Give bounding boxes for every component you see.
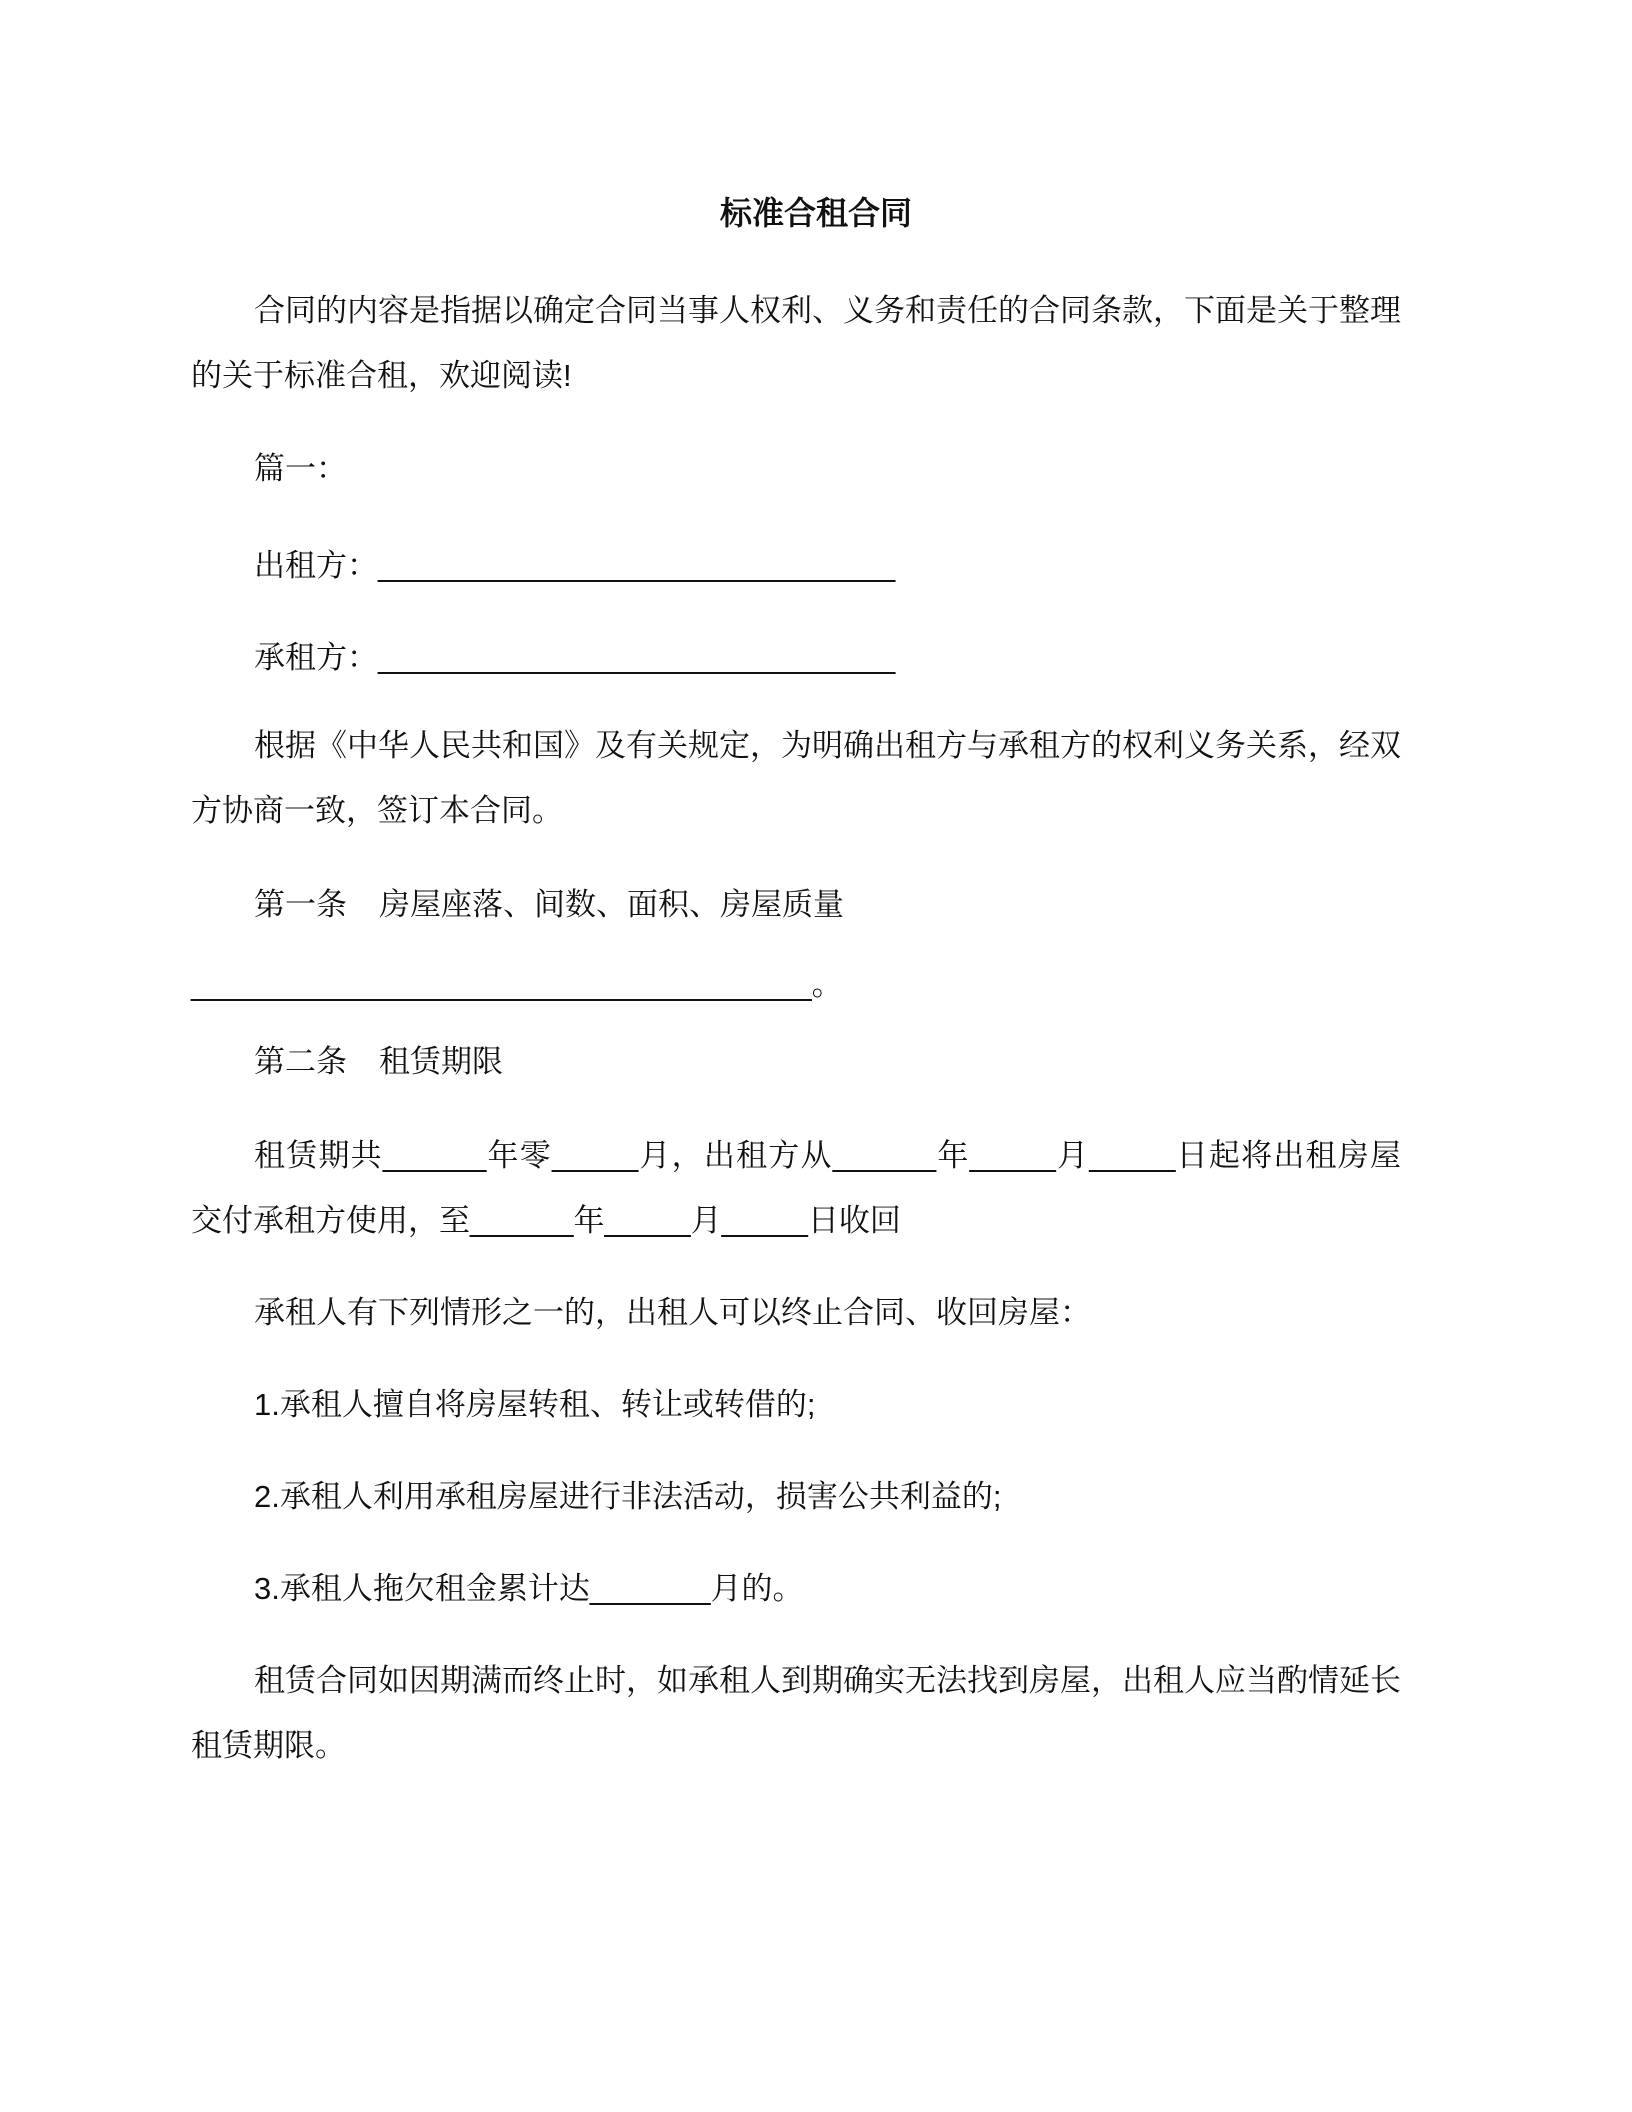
article-2-number: 第二条 xyxy=(254,1044,347,1079)
termination-item: 2.承租人利用承租房屋进行非法活动，损害公共利益的; xyxy=(254,1479,1002,1514)
article-1-heading xyxy=(191,872,1401,937)
part-heading: 篇一： xyxy=(254,451,347,486)
extension-paragraph: 租赁合同如因期满而终止时，如承租人到期确实无法找到房屋，出租人应当酌情延长租赁期限。 xyxy=(191,1663,1401,1763)
article-1-number: 第一条 xyxy=(254,887,347,922)
document-title: 标准合租合同 xyxy=(719,195,912,231)
termination-item: 3.承租人拖欠租金累计达_______月的。 xyxy=(254,1571,804,1606)
lessor-line: 出租方：______________________________ xyxy=(254,548,896,583)
lessee-line: 承租方：______________________________ xyxy=(254,640,896,675)
intro-paragraph: 合同的内容是指据以确定合同当事人权利、义务和责任的合同条款，下面是关于整理的关于标准合租，欢迎阅读! xyxy=(191,293,1401,393)
termination-intro: 承租人有下列情形之一的，出租人可以终止合同、收回房屋： xyxy=(254,1295,1091,1330)
article-2-heading xyxy=(191,1029,1401,1094)
article-1-blank: ____________________________________。 xyxy=(191,967,843,1002)
preamble-paragraph: 根据《中华人民共和国》及有关规定，为明确出租方与承租方的权利义务关系，经双方协商一致，签订本合同。 xyxy=(191,728,1401,828)
termination-item: 1.承租人擅自将房屋转租、转让或转借的; xyxy=(254,1387,816,1422)
article-2-title: 租赁期限 xyxy=(379,1044,503,1079)
lease-term-paragraph: 租赁期共______年零_____月，出租方从______年_____月_____日起将出租房屋交付承租方使用，至______年_____月_____日收回 xyxy=(191,1138,1401,1238)
article-1-title: 房屋座落、间数、面积、房屋质量 xyxy=(379,887,844,922)
